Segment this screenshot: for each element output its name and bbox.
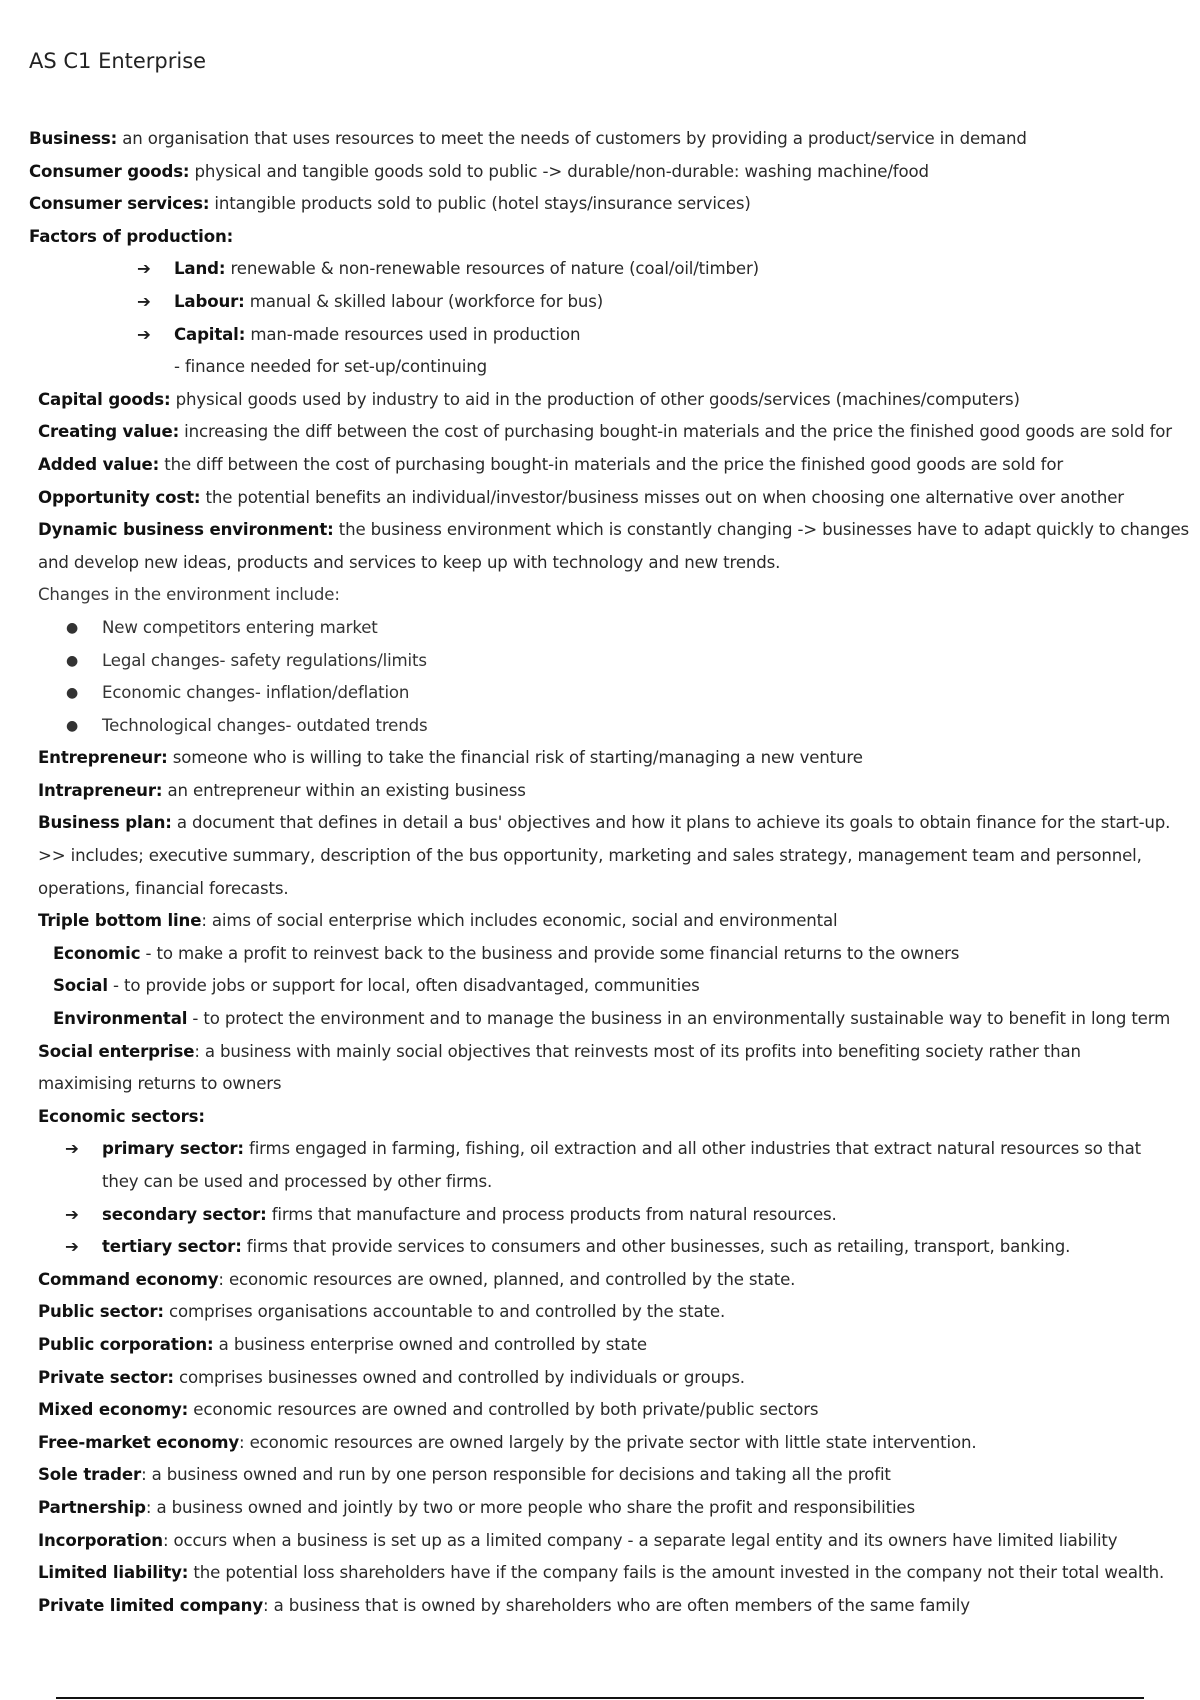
definition-text: firms that manufacture and process products from natural resources. (266, 1204, 837, 1224)
bullet-icon: ● (66, 685, 79, 702)
definition-term: Consumer services: (29, 194, 210, 214)
definition-line (0, 1394, 1200, 1427)
definition-term: Public sector: (38, 1302, 164, 1322)
bullet-icon: ● (66, 652, 79, 669)
definition-text: manual & skilled labour (workforce for bus) (244, 291, 604, 311)
definition-term: Consumer goods: (29, 161, 190, 181)
definition-line (0, 905, 1200, 938)
definition-text: : a business that is owned by shareholders who are often members of the same family (263, 1595, 970, 1615)
definition-line (0, 514, 1200, 547)
definition-term: Entrepreneur: (38, 748, 168, 768)
definition-text: and develop new ideas, products and services to keep up with technology and new trends. (38, 552, 781, 572)
definition-text: someone who is willing to take the financial risk of starting/managing a new venture (167, 748, 863, 768)
definition-text: >> includes; executive summary, description of the bus opportunity, marketing and sales strategy, management team and personnel, (38, 846, 1142, 866)
list-item (0, 1231, 1200, 1264)
definition-line (0, 1590, 1200, 1623)
bullet-text: New competitors entering market (102, 617, 378, 637)
definition-term: Capital: (174, 324, 246, 344)
definition-term: Factors of production: (29, 226, 234, 246)
definition-line (0, 1459, 1200, 1492)
bullet-item (0, 677, 1200, 710)
continuation-line (0, 840, 1200, 873)
definition-line (0, 188, 1200, 221)
definition-line (0, 938, 1200, 971)
definition-text: intangible products sold to public (hotel stays/insurance services) (209, 194, 751, 214)
list-item (0, 1199, 1200, 1232)
definition-line (0, 1003, 1200, 1036)
definition-line (0, 416, 1200, 449)
definition-text: the diff between the cost of purchasing bought-in materials and the price the finished good goods are sold for (159, 454, 1064, 474)
arrow-icon: ➔ (137, 259, 151, 279)
definition-line (0, 1036, 1200, 1069)
definition-line (0, 1557, 1200, 1590)
definition-text: man-made resources used in production (245, 324, 581, 344)
definition-line (0, 970, 1200, 1003)
continuation-line (0, 547, 1200, 580)
definition-text: the potential loss shareholders have if the company fails is the amount invested in the company not their total wealth. (188, 1563, 1165, 1583)
arrow-icon: ➔ (137, 324, 151, 344)
definition-term: Economic (53, 943, 141, 963)
definition-text: increasing the diff between the cost of purchasing bought-in materials and the price the finished good goods are sold for (179, 422, 1172, 442)
definition-line (0, 449, 1200, 482)
bullet-icon: ● (66, 619, 79, 636)
definition-term: Business: (29, 129, 118, 148)
list-item (0, 286, 1200, 319)
definition-line (0, 1427, 1200, 1460)
definition-term: Social (53, 976, 108, 996)
definition-term: Creating value: (38, 422, 180, 442)
continuation-line (0, 873, 1200, 906)
bullet-text: Legal changes- safety regulations/limits (102, 650, 427, 670)
definition-term: Private limited company (38, 1595, 263, 1615)
definition-term: Public corporation: (38, 1334, 214, 1354)
definition-term: Partnership (38, 1497, 146, 1517)
definition-term: Triple bottom line (38, 911, 202, 931)
definition-line (0, 1264, 1200, 1297)
continuation-line (0, 1068, 1200, 1101)
bullet-text: Technological changes- outdated trends (102, 715, 428, 735)
definition-text: : economic resources are owned, planned, and controlled by the state. (218, 1269, 796, 1289)
definition-term: Economic sectors: (38, 1106, 205, 1126)
page-title: AS C1 Enterprise (29, 49, 207, 73)
definition-text: - to protect the environment and to manage the business in an environmentally sustainable way to benefit in long term (187, 1009, 1171, 1029)
definition-text: comprises organisations accountable to and controlled by the state. (163, 1302, 726, 1322)
definition-line (0, 1492, 1200, 1525)
arrow-icon: ➔ (65, 1237, 79, 1257)
arrow-icon: ➔ (65, 1139, 79, 1159)
definition-text: comprises businesses owned and controlled by individuals or groups. (173, 1367, 745, 1387)
definition-line (0, 482, 1200, 515)
definition-text: firms that provide services to consumers and other businesses, such as retailing, transport, banking. (241, 1237, 1071, 1257)
continuation-line (0, 1166, 1200, 1199)
definition-line (0, 1296, 1200, 1329)
definition-term: Added value: (38, 454, 160, 474)
section-heading (0, 221, 1200, 254)
definition-text: : occurs when a business is set up as a limited company - a separate legal entity and its owners have limited liability (162, 1530, 1118, 1550)
definition-text: firms engaged in farming, fishing, oil extraction and all other industries that extract natural resources so that (243, 1139, 1142, 1159)
definition-text: physical and tangible goods sold to public -> durable/non-durable: washing machine/food (189, 161, 929, 181)
arrow-icon: ➔ (137, 291, 151, 311)
definition-term: Environmental (53, 1009, 188, 1029)
bullet-item (0, 710, 1200, 743)
definition-term: Land: (174, 259, 226, 279)
definition-term: Limited liability: (38, 1563, 189, 1583)
definition-term: Labour: (174, 291, 245, 311)
definition-text: economic resources are owned and controlled by both private/public sectors (188, 1400, 819, 1420)
bullet-item (0, 612, 1200, 645)
definition-term: Mixed economy: (38, 1400, 189, 1420)
definition-line (0, 123, 1200, 156)
list-item (0, 253, 1200, 286)
definition-text: they can be used and processed by other firms. (102, 1172, 493, 1191)
section-heading (0, 1101, 1200, 1134)
definition-text: the business environment which is constantly changing -> businesses have to adapt quickly to changes (333, 520, 1190, 540)
bullet-text: Economic changes- inflation/deflation (102, 683, 410, 703)
definition-term: tertiary sector: (102, 1237, 242, 1257)
definition-text: renewable & non-renewable resources of nature (coal/oil/timber) (225, 259, 759, 279)
definition-text: - finance needed for set-up/continuing (174, 357, 487, 377)
definition-term: Intrapreneur: (38, 780, 163, 800)
definition-text: operations, financial forecasts. (38, 878, 289, 898)
arrow-icon: ➔ (65, 1204, 79, 1224)
definition-text: : a business with mainly social objectives that reinvests most of its profits into benefiting society rather than (194, 1041, 1081, 1061)
page-bottom-divider (56, 1697, 1144, 1699)
definition-term: Free-market economy (38, 1432, 240, 1452)
definition-line (0, 742, 1200, 775)
definition-term: Business plan: (38, 813, 172, 833)
definition-text: : a business owned and jointly by two or more people who share the profit and responsibilities (145, 1497, 915, 1517)
definition-text: a document that defines in detail a bus' objectives and how it plans to achieve its goals to obtain finance for the start-up. (171, 813, 1171, 833)
definition-term: Opportunity cost: (38, 487, 201, 507)
definition-text: physical goods used by industry to aid in the production of other goods/services (machines/computers) (170, 389, 1020, 409)
definition-line (0, 1525, 1200, 1558)
definition-term: Dynamic business environment: (38, 520, 334, 540)
definition-line (0, 807, 1200, 840)
definition-line (0, 384, 1200, 417)
definition-line (0, 1329, 1200, 1362)
continuation-line (0, 351, 1200, 384)
definition-term: Social enterprise (38, 1041, 195, 1061)
definition-text: : a business owned and run by one person responsible for decisions and taking all the profit (141, 1465, 891, 1485)
notes-body (0, 123, 1200, 1622)
definition-term: Incorporation (38, 1530, 163, 1550)
definition-text: an organisation that uses resources to meet the needs of customers by providing a product/service in demand (117, 129, 1027, 148)
definition-term: Private sector: (38, 1367, 174, 1387)
definition-text: - to make a profit to reinvest back to the business and provide some financial returns to the owners (140, 943, 960, 963)
definition-text: an entrepreneur within an existing business (162, 780, 526, 800)
bullet-item (0, 645, 1200, 678)
bullet-icon: ● (66, 717, 79, 734)
definition-text: the potential benefits an individual/investor/business misses out on when choosing one alternative over another (200, 487, 1124, 507)
definition-line (0, 156, 1200, 189)
definition-line (0, 1362, 1200, 1395)
definition-text: - to provide jobs or support for local, often disadvantaged, communities (107, 976, 700, 996)
definition-text: a business enterprise owned and controlled by state (213, 1334, 647, 1354)
paragraph-text: Changes in the environment include: (38, 585, 340, 605)
paragraph-line (0, 579, 1200, 612)
list-item (0, 1133, 1200, 1166)
definition-text: maximising returns to owners (38, 1074, 282, 1094)
definition-term: Capital goods: (38, 389, 171, 409)
definition-text: : aims of social enterprise which includes economic, social and environmental (201, 911, 838, 931)
definition-line (0, 775, 1200, 808)
definition-term: primary sector: (102, 1139, 244, 1159)
definition-text: : economic resources are owned largely by the private sector with little state intervention. (239, 1432, 977, 1452)
definition-term: Command economy (38, 1269, 219, 1289)
list-item (0, 319, 1200, 352)
definition-term: Sole trader (38, 1465, 142, 1485)
definition-term: secondary sector: (102, 1204, 267, 1224)
